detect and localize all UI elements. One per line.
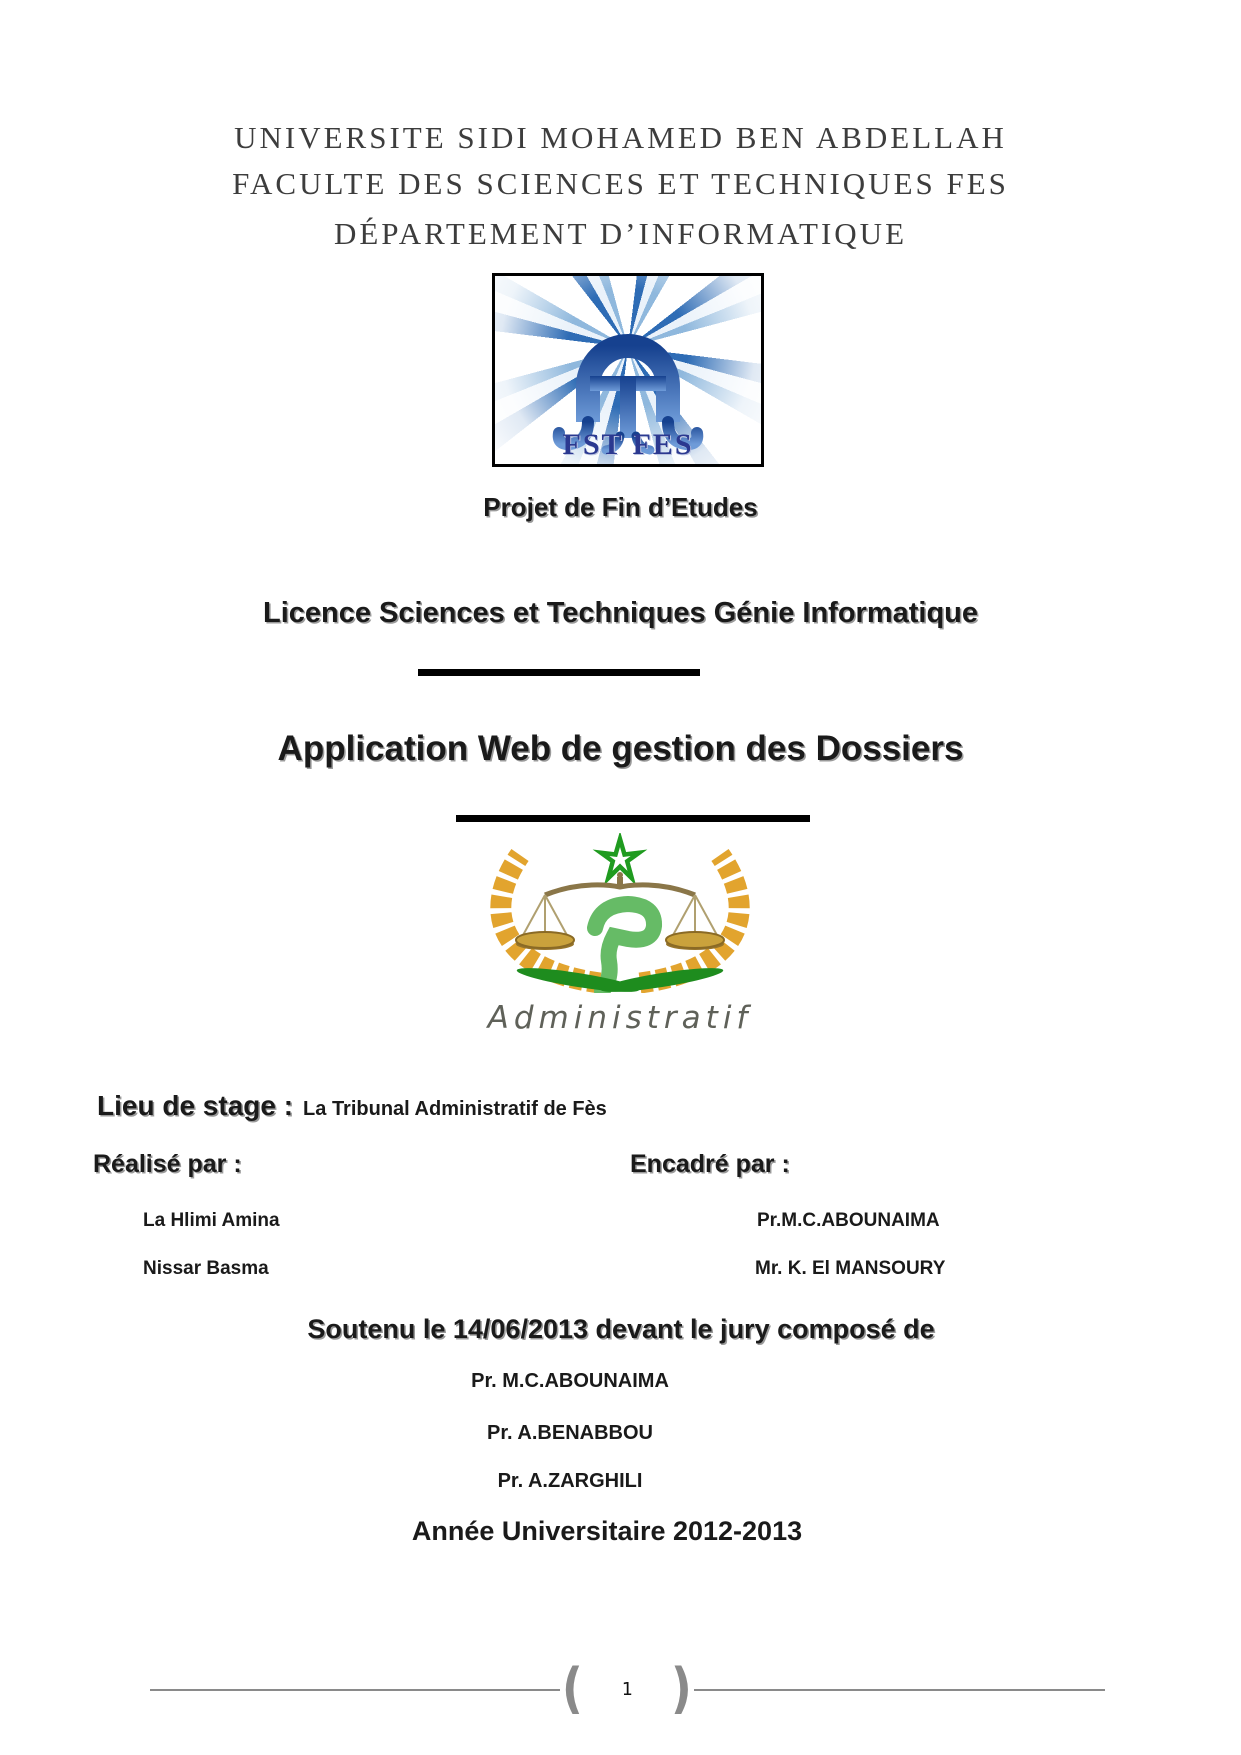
- supervisor-name: Pr.M.C.ABOUNAIMA: [757, 1210, 940, 1231]
- academic-year: Année Universitaire 2012-2013: [411, 1516, 803, 1546]
- authors-section-label: Réalisé par :: [93, 1150, 242, 1178]
- internship-location-value: La Tribunal Administratif de Fès: [303, 1098, 607, 1120]
- separator-rule-top: [418, 669, 700, 676]
- university-name: UNIVERSITE SIDI MOHAMED BEN ABDELLAH: [234, 120, 1007, 155]
- tribunal-logo-caption: Administratif: [487, 1000, 753, 1036]
- footer-page-number-widget: [560, 1657, 694, 1720]
- fst-fes-logo: [492, 273, 764, 467]
- project-title: Application Web de gestion des Dossiers: [277, 729, 964, 768]
- defense-line: Soutenu le 14/06/2013 devant le jury composé de: [307, 1314, 935, 1344]
- faculty-name: FACULTE DES SCIENCES ET TECHNIQUES FES: [232, 166, 1009, 201]
- author-name: La Hlimi Amina: [143, 1210, 280, 1231]
- fst-logo-caption: FST FES: [562, 428, 694, 461]
- supervisors-section-label: Encadré par :: [630, 1150, 790, 1178]
- supervisor-name: Mr. K. El MANSOURY: [755, 1258, 946, 1279]
- tribunal-administratif-logo: [450, 833, 790, 1036]
- separator-rule-bottom: [456, 815, 810, 822]
- justice-scales-wreath-icon: [450, 833, 790, 993]
- author-name: Nissar Basma: [143, 1258, 269, 1279]
- right-bracket-icon: ): [671, 1657, 693, 1720]
- jury-member: Pr. A.ZARGHILI: [497, 1470, 643, 1492]
- jury-member: Pr. M.C.ABOUNAIMA: [471, 1370, 669, 1392]
- degree-program-heading: Licence Sciences et Techniques Génie Informatique: [262, 597, 979, 629]
- internship-location-label: Lieu de stage :: [97, 1090, 294, 1121]
- internship-location-row: [97, 1090, 607, 1122]
- jury-member: Pr. A.BENABBOU: [487, 1422, 653, 1444]
- page-number: 1: [621, 1678, 633, 1700]
- department-name: DÉPARTEMENT D’INFORMATIQUE: [333, 216, 908, 251]
- left-bracket-icon: (: [561, 1657, 583, 1720]
- project-type-heading: Projet de Fin d’Etudes: [483, 492, 758, 522]
